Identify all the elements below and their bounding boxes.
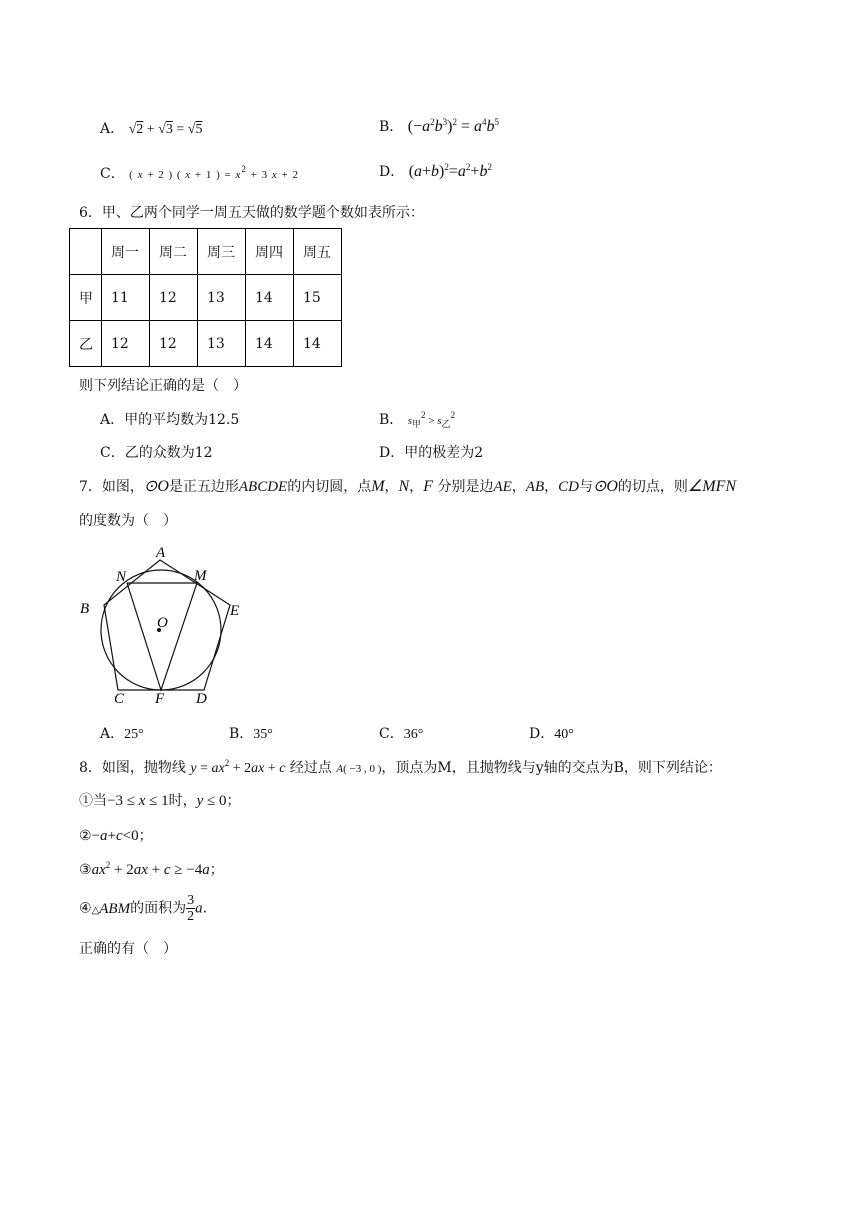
table-cell: 甲 <box>70 275 102 321</box>
q8-point-a: A( −3 , 0 ) <box>336 763 382 775</box>
fraction-three-halves: $\frac{3}{2}$ <box>187 893 195 924</box>
table-row <box>70 275 342 321</box>
q8-conclusion-1: ①当−3 ≤ x ≤ 1时，y ≤ 0； <box>79 793 241 809</box>
label-A: A <box>156 545 166 561</box>
table-cell: 15 <box>294 275 342 321</box>
q8-question: 正确的有（ ） <box>79 941 177 957</box>
q5-option-a-math: √2 + √3 = √5 <box>128 122 203 137</box>
q5-option-d: D． $(a+b)^2=a^2+b^2$ <box>379 162 492 180</box>
label-N: N <box>116 569 127 585</box>
q6-option-b: B． $s_甲^2 > s_乙^2$ <box>379 410 456 429</box>
table-cell: 12 <box>150 275 198 321</box>
table-header-cell: 周四 <box>246 229 294 275</box>
q5-option-d-math: $(a+b)^2=a^2+b^2$ <box>408 162 492 180</box>
table-cell: 13 <box>198 275 246 321</box>
q7-option-a: A．25° <box>100 726 144 742</box>
label-D: D <box>196 691 207 707</box>
q6-question: 则下列结论正确的是（ ） <box>79 378 247 394</box>
q5-option-b-math: $(-a^2b^3)^2 = a^4b^5$ <box>407 117 499 135</box>
q8-parabola-equation: $y = ax^2 + 2ax + c$ <box>190 758 286 776</box>
table-cell: 12 <box>102 321 150 367</box>
table-row <box>70 321 342 367</box>
table-row <box>70 229 342 275</box>
label-C: C <box>114 691 125 707</box>
q7-stem-line1: 7．如图，⊙O是正五边形ABCDE的内切圆，点M，N，F 分别是边AE，AB，CD与⊙O的切点，则∠MFN <box>79 478 737 495</box>
q8-stem: 8．如图，抛物线 $y = ax^2 + 2ax + c$ 经过点 A( −3 , 0 )，顶点为M，且抛物线与y轴的交点为B，则下列结论： <box>79 758 722 776</box>
q6-stem: 6．甲、乙两个同学一周五天做的数学题个数如表所示： <box>79 205 424 221</box>
q7-option-c: C．36° <box>379 726 424 742</box>
q6-option-d: D．甲的极差为2 <box>379 445 484 461</box>
q6-option-c: C．乙的众数为12 <box>100 445 213 461</box>
table-header-cell: 周一 <box>102 229 150 275</box>
q8-conclusion-2: ②−a+c<0； <box>79 828 153 844</box>
q6-table <box>69 228 342 367</box>
label-O: O <box>157 615 168 631</box>
table-header-cell: 周三 <box>198 229 246 275</box>
label-B: B <box>80 601 90 617</box>
table-cell: 14 <box>294 321 342 367</box>
table-cell: 12 <box>150 321 198 367</box>
q5-option-a: A． √2 + √3 = √5 <box>100 121 203 137</box>
q7-stem-line2: 的度数为（ ） <box>79 513 177 529</box>
label-F: F <box>155 691 165 707</box>
label-M: M <box>194 568 207 584</box>
table-cell: 11 <box>102 275 150 321</box>
table-cell: 14 <box>246 275 294 321</box>
q8-conclusion-4: ④△ABM的面积为 $\frac{3}{2}$ a. <box>79 893 208 924</box>
q6-option-b-math: $s_甲^2 > s_乙^2$ <box>407 410 456 429</box>
label-E: E <box>230 603 240 619</box>
table-cell <box>70 229 102 275</box>
triangle-mfn <box>127 583 197 690</box>
q7-figure <box>76 543 246 709</box>
q5-option-c: C． ( x + 2 ) ( x + 1 ) = $x^2 + 3$ x + 2 <box>100 164 299 182</box>
table-cell: 14 <box>246 321 294 367</box>
q5-option-b: B． $(-a^2b^3)^2 = a^4b^5$ <box>379 117 499 135</box>
q6-option-a: A．甲的平均数为12.5 <box>100 412 240 428</box>
q5-option-c-math: ( x + 2 ) ( x + 1 ) = $x^2 + 3$ x + 2 <box>129 164 299 181</box>
q7-option-d: D．40° <box>529 726 574 742</box>
table-cell: 乙 <box>70 321 102 367</box>
table-header-cell: 周五 <box>294 229 342 275</box>
q7-option-b: B．35° <box>229 726 273 742</box>
q8-conclusion-3: $③ax^2 + 2ax + c \ge -4a$； <box>79 860 224 878</box>
table-header-cell: 周二 <box>150 229 198 275</box>
table-cell: 13 <box>198 321 246 367</box>
